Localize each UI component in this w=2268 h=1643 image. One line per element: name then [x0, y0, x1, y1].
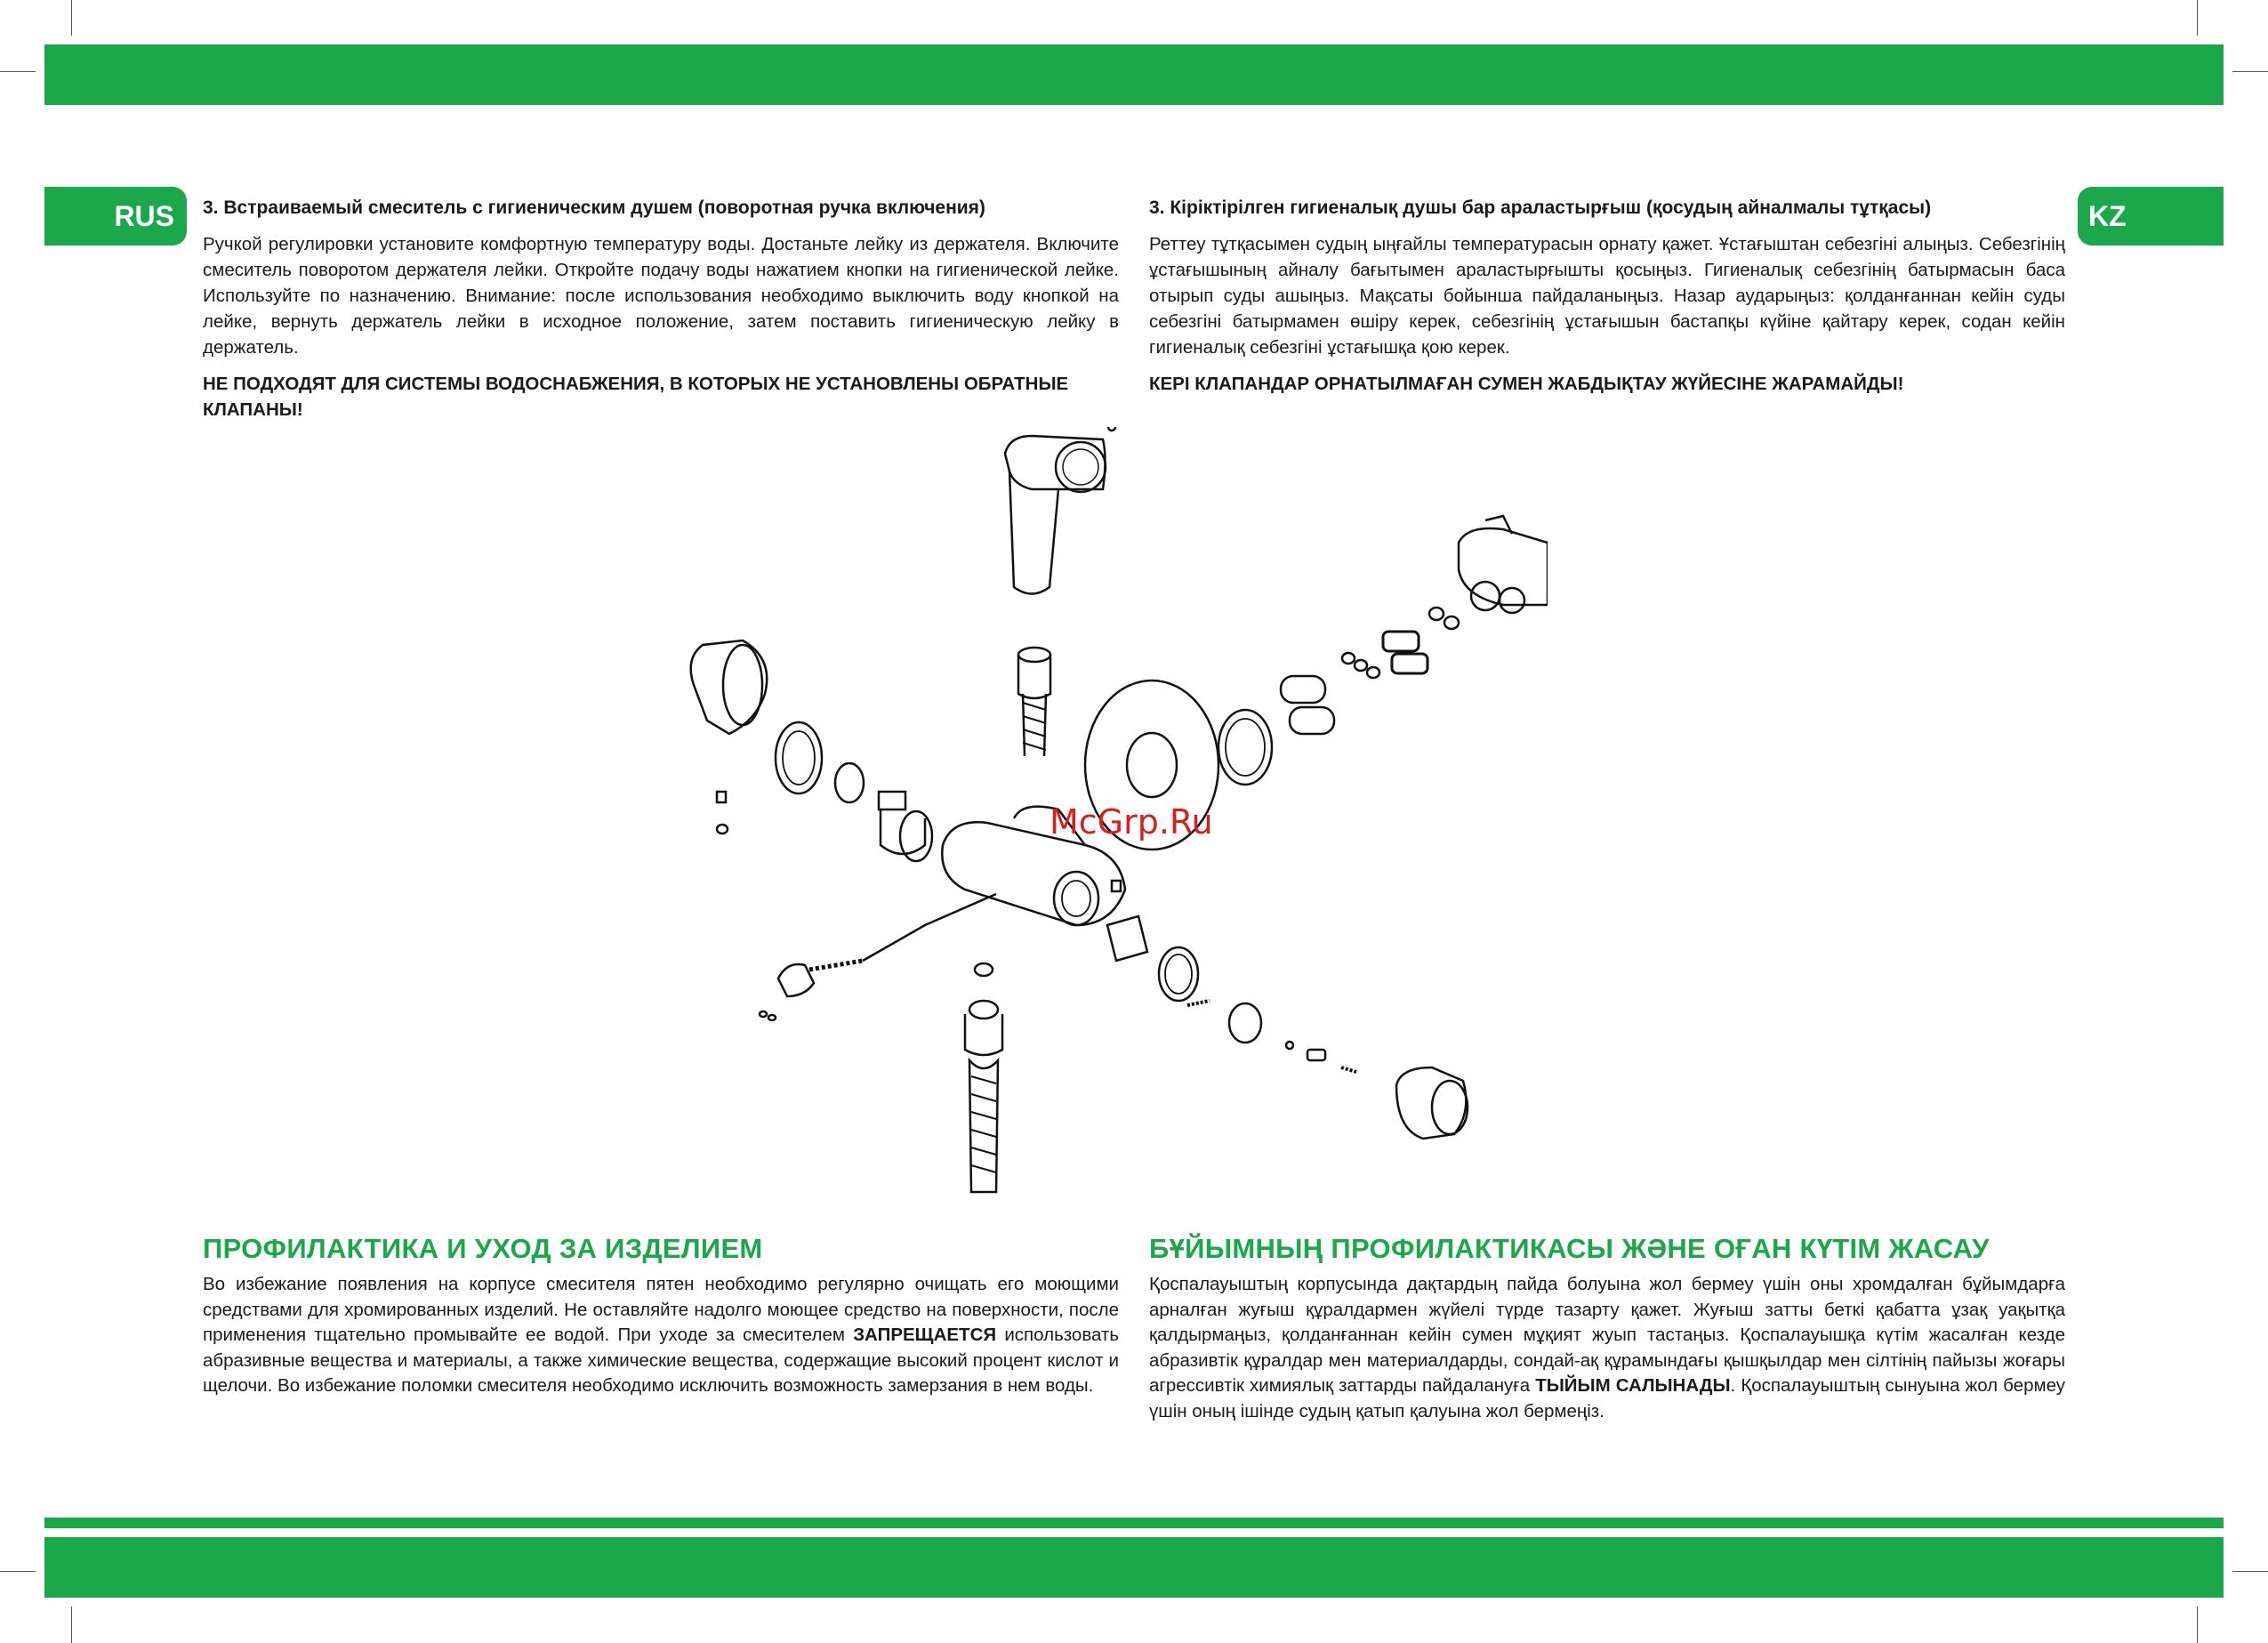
button-knob: [778, 964, 814, 996]
rus-care-text-part: использовать абразивные вещества и материалы, а также химические вещества, содержащие высокий процент кислот и щелочи. Во избежание поломки смесителя необходимо исключить возможность замерзания в нем воды.: [203, 1325, 1120, 1396]
kz-care-text-part: . Қоспалауыштың сынуына жол бермеу үшін оның ішінде судың қатып қалуына жол бермеңіз.: [1149, 1375, 2065, 1422]
crop-mark: [71, 0, 72, 36]
o-ring: [1367, 667, 1379, 678]
crop-mark: [2197, 0, 2198, 36]
kz-section-title: 3. Кіріктірілген гигиеналық душы бар араластырғыш (қосудың айналмалы тұтқасы): [1149, 197, 1932, 218]
sleeve: [1290, 707, 1334, 734]
o-ring: [783, 731, 815, 785]
rus-care-prohibited: ЗАПРЕЩАЕТСЯ: [853, 1325, 997, 1345]
footer-band: [44, 1537, 2224, 1598]
set-screw: [717, 792, 726, 802]
right-handle: [1396, 1067, 1468, 1139]
rus-care-heading: ПРОФИЛАКТИКА И УХОД ЗА ИЗДЕЛИЕМ: [203, 1233, 763, 1264]
washer: [1286, 1042, 1293, 1049]
crop-mark: [2197, 1607, 2198, 1643]
crop-mark: [2232, 1571, 2268, 1572]
spring: [1187, 1001, 1210, 1005]
rus-warning: НЕ ПОДХОДЯТ ДЛЯ СИСТЕМЫ ВОДОСНАБЖЕНИЯ, В КОТОРЫХ НЕ УСТАНОВЛЕНЫ ОБРАТНЫЕ КЛАПАНЫ!: [203, 374, 1069, 420]
spring: [1341, 1067, 1356, 1072]
kz-section: [1149, 197, 2065, 397]
pin-rod: [863, 894, 996, 961]
o-ring: [1226, 719, 1265, 776]
kz-instructions: Реттеу тұтқасымен судың ыңғайлы температурасын орнату қажет. Ұстағыштан себезгіні алыңыз. Себезгінің ұстағышының айналу бағытымен араластырғышты қосыңыз. Гигиеналық себезгінің батырмасын баса отырып суды ашыңыз. Мақсаты бойынша пайдаланыңыз. Назар аударыңыз: қолданғаннан кейін суды себезгіні батырмамен өшіру керек, себезгінің ұстағышын бастапқы күйіне қайтару керек, содан кейін гигиеналық себезгіні ұстағышқа қою керек.: [1149, 234, 2065, 358]
o-ring: [1165, 954, 1192, 994]
o-ring: [975, 963, 993, 976]
cartridge: [879, 792, 932, 861]
o-ring: [1429, 608, 1444, 620]
footer-divider: [44, 1518, 2224, 1528]
kz-care-prohibited: ТЫЙЫМ САЛЫНАДЫ: [1535, 1375, 1731, 1396]
check-valve: [1392, 654, 1428, 673]
rus-section-title: 3. Встраиваемый смеситель с гигиеническим душем (поворотная ручка включения): [203, 197, 985, 218]
washer: [717, 825, 728, 834]
sleeve: [1281, 676, 1325, 703]
pin: [1307, 1050, 1325, 1060]
kz-care-text-part: Қоспалауыштың корпусында дақтардың пайда болуына жол бермеу үшін оны хромдалған бұйымдарға арналған жуғыш құралдармен жүйелі түрде тазарту қажет. Жуғыш затты беткі қабатта ұзақ уақытқа қалдырмаңыз, қолданғаннан кейін сумен мұқият жуып тастаңыз. Қоспалауышқа күтім жасалған кезде абразивтік құралдар мен материалдарды, сондай-ақ құрамындағы қышқылдар мен сілтінің пайызы жоғары агрессивтік химиялық заттарды пайдалануға: [1149, 1274, 2065, 1396]
language-tab-kz: KZ: [2078, 187, 2224, 246]
o-ring: [1355, 660, 1367, 671]
washer: [768, 1015, 776, 1020]
o-ring: [1342, 653, 1355, 664]
lock-nut: [1229, 1003, 1261, 1043]
kz-care-text: [1149, 1272, 2065, 1424]
kz-warning: КЕРІ КЛАПАНДАР ОРНАТЫЛМАҒАН СУМЕН ЖАБДЫҚТАУ ЖҮЙЕСІНЕ ЖАРАМАЙДЫ!: [1149, 374, 1904, 394]
watermark: McGrp.Ru: [1050, 802, 1213, 842]
crop-mark: [2232, 71, 2268, 72]
header-band: [44, 44, 2224, 105]
left-handle: [691, 640, 768, 734]
o-ring: [1218, 710, 1272, 785]
rus-care-text: [203, 1272, 1119, 1399]
check-valve: [1383, 632, 1419, 651]
diverter: [1107, 427, 1147, 961]
rus-care-text-part: Во избежание появления на корпусе смесителя пятен необходимо регулярно очищать его моющими средствами для хромированных изделий. Не оставляйте надолго моющее средство на поверхности, после применения тщательно промывайте ее водой. При уходе за смесителем: [203, 1274, 1119, 1345]
rus-section: [203, 197, 1119, 423]
wall-mounting-box: [1459, 516, 1548, 613]
spring: [809, 961, 863, 970]
lock-nut: [835, 763, 864, 802]
o-ring: [1444, 616, 1459, 629]
hose-connector-top: [1018, 648, 1050, 756]
washer: [760, 1011, 767, 1017]
hose-connector-bottom: [965, 1001, 1002, 1192]
rus-instructions: Ручкой регулировки установите комфортную температуру воды. Достаньте лейку из держателя. Включите смеситель поворотом держателя лейки. Откройте подачу воды нажатием кнопки на гигиенической лейке. Используйте по назначению. Внимание: после использования необходимо выключить воду кнопкой на лейке, вернуть держатель лейки в исходное положение, затем поставить гигиеническую лейку в держатель.: [203, 234, 1119, 358]
crop-mark: [71, 1607, 72, 1643]
hygienic-shower-head: [1005, 436, 1106, 594]
language-tab-rus: RUS: [44, 187, 187, 246]
kz-care-heading: БҰЙЫМНЫҢ ПРОФИЛАКТИКАСЫ ЖӘНЕ ОҒАН КҮТІМ ЖАСАУ: [1149, 1233, 1990, 1264]
crop-mark: [0, 1571, 36, 1572]
crop-mark: [0, 71, 36, 72]
